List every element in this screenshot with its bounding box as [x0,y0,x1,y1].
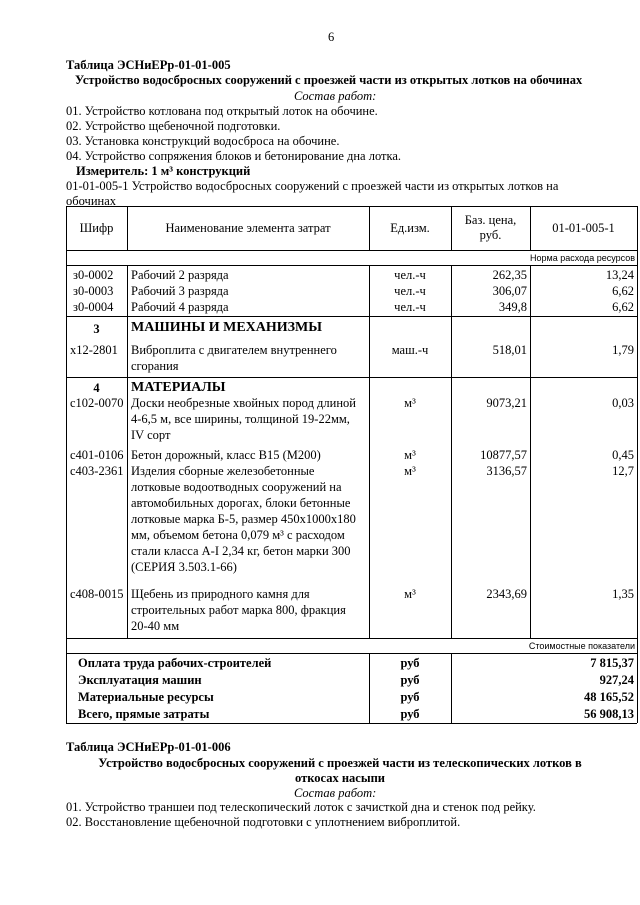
row-unit: чел.-ч [394,268,426,282]
work-item: 04. Устройство сопряжения блоков и бетонирование дна лотка. [66,149,402,163]
row-code: с403-2361 [70,464,124,478]
works-heading: Состав работ: [294,89,377,103]
row-name: IV сорт [131,428,171,442]
row-name: стали класса А-I 2,34 кг, бетон марки 300 [131,544,351,558]
table-title: Устройство водосбросных сооружений с проезжей части из открытых лотков на обочинах [75,73,583,87]
row-name: Щебень из природного камня для [131,587,310,601]
total-name: Оплата труда рабочих-строителей [78,656,272,670]
total-value: 7 815,37 [590,656,634,670]
total-name: Эксплуатация машин [78,673,202,687]
table-border-bottom [66,723,637,724]
row-name: автомобильных дорогах, блоки бетонные [131,496,351,510]
total-name: Всего, прямые затраты [78,707,210,721]
total-unit: руб [400,673,420,687]
row-unit: чел.-ч [394,300,426,314]
row-name: Бетон дорожный, класс В15 (М200) [131,448,321,462]
header-unit: Ед.изм. [390,221,430,235]
row-name: (СЕРИЯ 3.503.1-66) [131,560,237,574]
table-border-right [637,206,638,723]
total-value: 56 908,13 [584,707,634,721]
table-header-bottom [66,250,637,251]
section-number: 4 [93,381,100,395]
row-name: строительных работ марка 800, фракция [131,603,346,617]
table-border-left [66,206,67,723]
row-price: 518,01 [492,343,527,357]
work-item: 02. Восстановление щебеночной подготовки с уплотнением виброплитой. [66,815,461,829]
row-unit: м³ [404,448,416,462]
total-unit: руб [400,690,420,704]
row-code: с408-0015 [70,587,124,601]
row-unit: м³ [404,396,416,410]
row-price: 349,8 [498,300,527,314]
norm-row-bottom [66,265,637,266]
norm-label: Норма расхода ресурсов [530,253,635,263]
row-name: Рабочий 3 разряда [131,284,229,298]
row-name: сгорания [131,359,179,373]
labor-bottom [66,316,637,317]
section-number: 3 [93,322,100,336]
row-name: Доски необрезные хвойных пород длиной [131,396,356,410]
row-name: мм, объемом бетона 0,079 м³ с расходом [131,528,345,542]
row-price: 10877,57 [480,448,527,462]
header-name: Наименование элемента затрат [165,221,331,235]
total-unit: руб [400,707,420,721]
row-code: з0-0003 [73,284,114,298]
row-price: 9073,21 [486,396,527,410]
header-rate: 01-01-005-1 [552,221,615,235]
row-price: 2343,69 [486,587,527,601]
row-name: Рабочий 4 разряда [131,300,229,314]
table-label: Таблица ЭСНиЕРр-01-01-006 [66,740,231,754]
row-rate: 0,03 [612,396,634,410]
header-price: руб. [479,228,502,242]
total-unit: руб [400,656,420,670]
row-code: с401-0106 [70,448,124,462]
row-rate: 12,7 [612,464,634,478]
row-rate: 1,35 [612,587,634,601]
row-code: з0-0002 [73,268,114,282]
work-item: 02. Устройство щебеночной подготовки. [66,119,281,133]
table-border-top [66,206,637,207]
cost-row-bottom [66,653,637,654]
row-rate: 13,24 [605,268,634,282]
row-code: с102-0070 [70,396,124,410]
row-name: Изделия сборные железобетонные [131,464,315,478]
row-unit: м³ [404,464,416,478]
total-name: Материальные ресурсы [78,690,214,704]
header-price: Баз. цена, [464,213,517,227]
row-rate: 6,62 [612,300,634,314]
page-number: 6 [328,30,335,44]
row-price: 306,07 [492,284,527,298]
row-rate: 6,62 [612,284,634,298]
row-unit: чел.-ч [394,284,426,298]
row-name: Виброплита с двигателем внутреннего [131,343,337,357]
total-value: 927,24 [599,673,634,687]
table-label: Таблица ЭСНиЕРр-01-01-005 [66,58,231,72]
row-name: лотковые водоотводных сооружений на [131,480,342,494]
col-divider [451,653,452,723]
table-title: откосах насыпи [294,771,385,785]
section-title: МАШИНЫ И МЕХАНИЗМЫ [131,320,323,335]
row-code: з0-0004 [73,300,114,314]
cost-label: Стоимостные показатели [528,641,635,651]
row-name: 20-40 мм [131,619,180,633]
item-description: обочинах [66,194,116,208]
col-divider [127,265,128,638]
row-name: 4-6,5 м, все ширины, толщиной 19-22мм, [131,412,350,426]
row-name: лотковые марка Б-5, размер 450х1000х180 [131,512,356,526]
table-title: Устройство водосбросных сооружений с проезжей части из телескопических лотков в [98,756,582,770]
row-rate: 1,79 [612,343,634,357]
works-heading: Состав работ: [294,786,377,800]
work-item: 03. Установка конструкций водосброса на обочине. [66,134,340,148]
row-code: х12-2801 [70,343,118,357]
row-price: 3136,57 [486,464,527,478]
total-value: 48 165,52 [584,690,634,704]
work-item: 01. Устройство котлована под открытый лоток на обочине. [66,104,378,118]
materials-bottom [66,638,637,639]
machines-bottom [66,377,637,378]
row-unit: м³ [404,587,416,601]
row-price: 262,35 [492,268,527,282]
row-unit: маш.-ч [391,343,429,357]
header-code: Шифр [79,221,114,235]
row-rate: 0,45 [612,448,634,462]
measure-unit: Измеритель: 1 м³ конструкций [76,164,251,178]
item-description: 01-01-005-1 Устройство водосбросных сооружений с проезжей части из открытых лотков на [66,179,559,193]
work-item: 01. Устройство траншеи под телескопический лоток с зачисткой дна и стенок под рейку. [66,800,536,814]
row-name: Рабочий 2 разряда [131,268,229,282]
section-title: МАТЕРИАЛЫ [131,380,226,395]
